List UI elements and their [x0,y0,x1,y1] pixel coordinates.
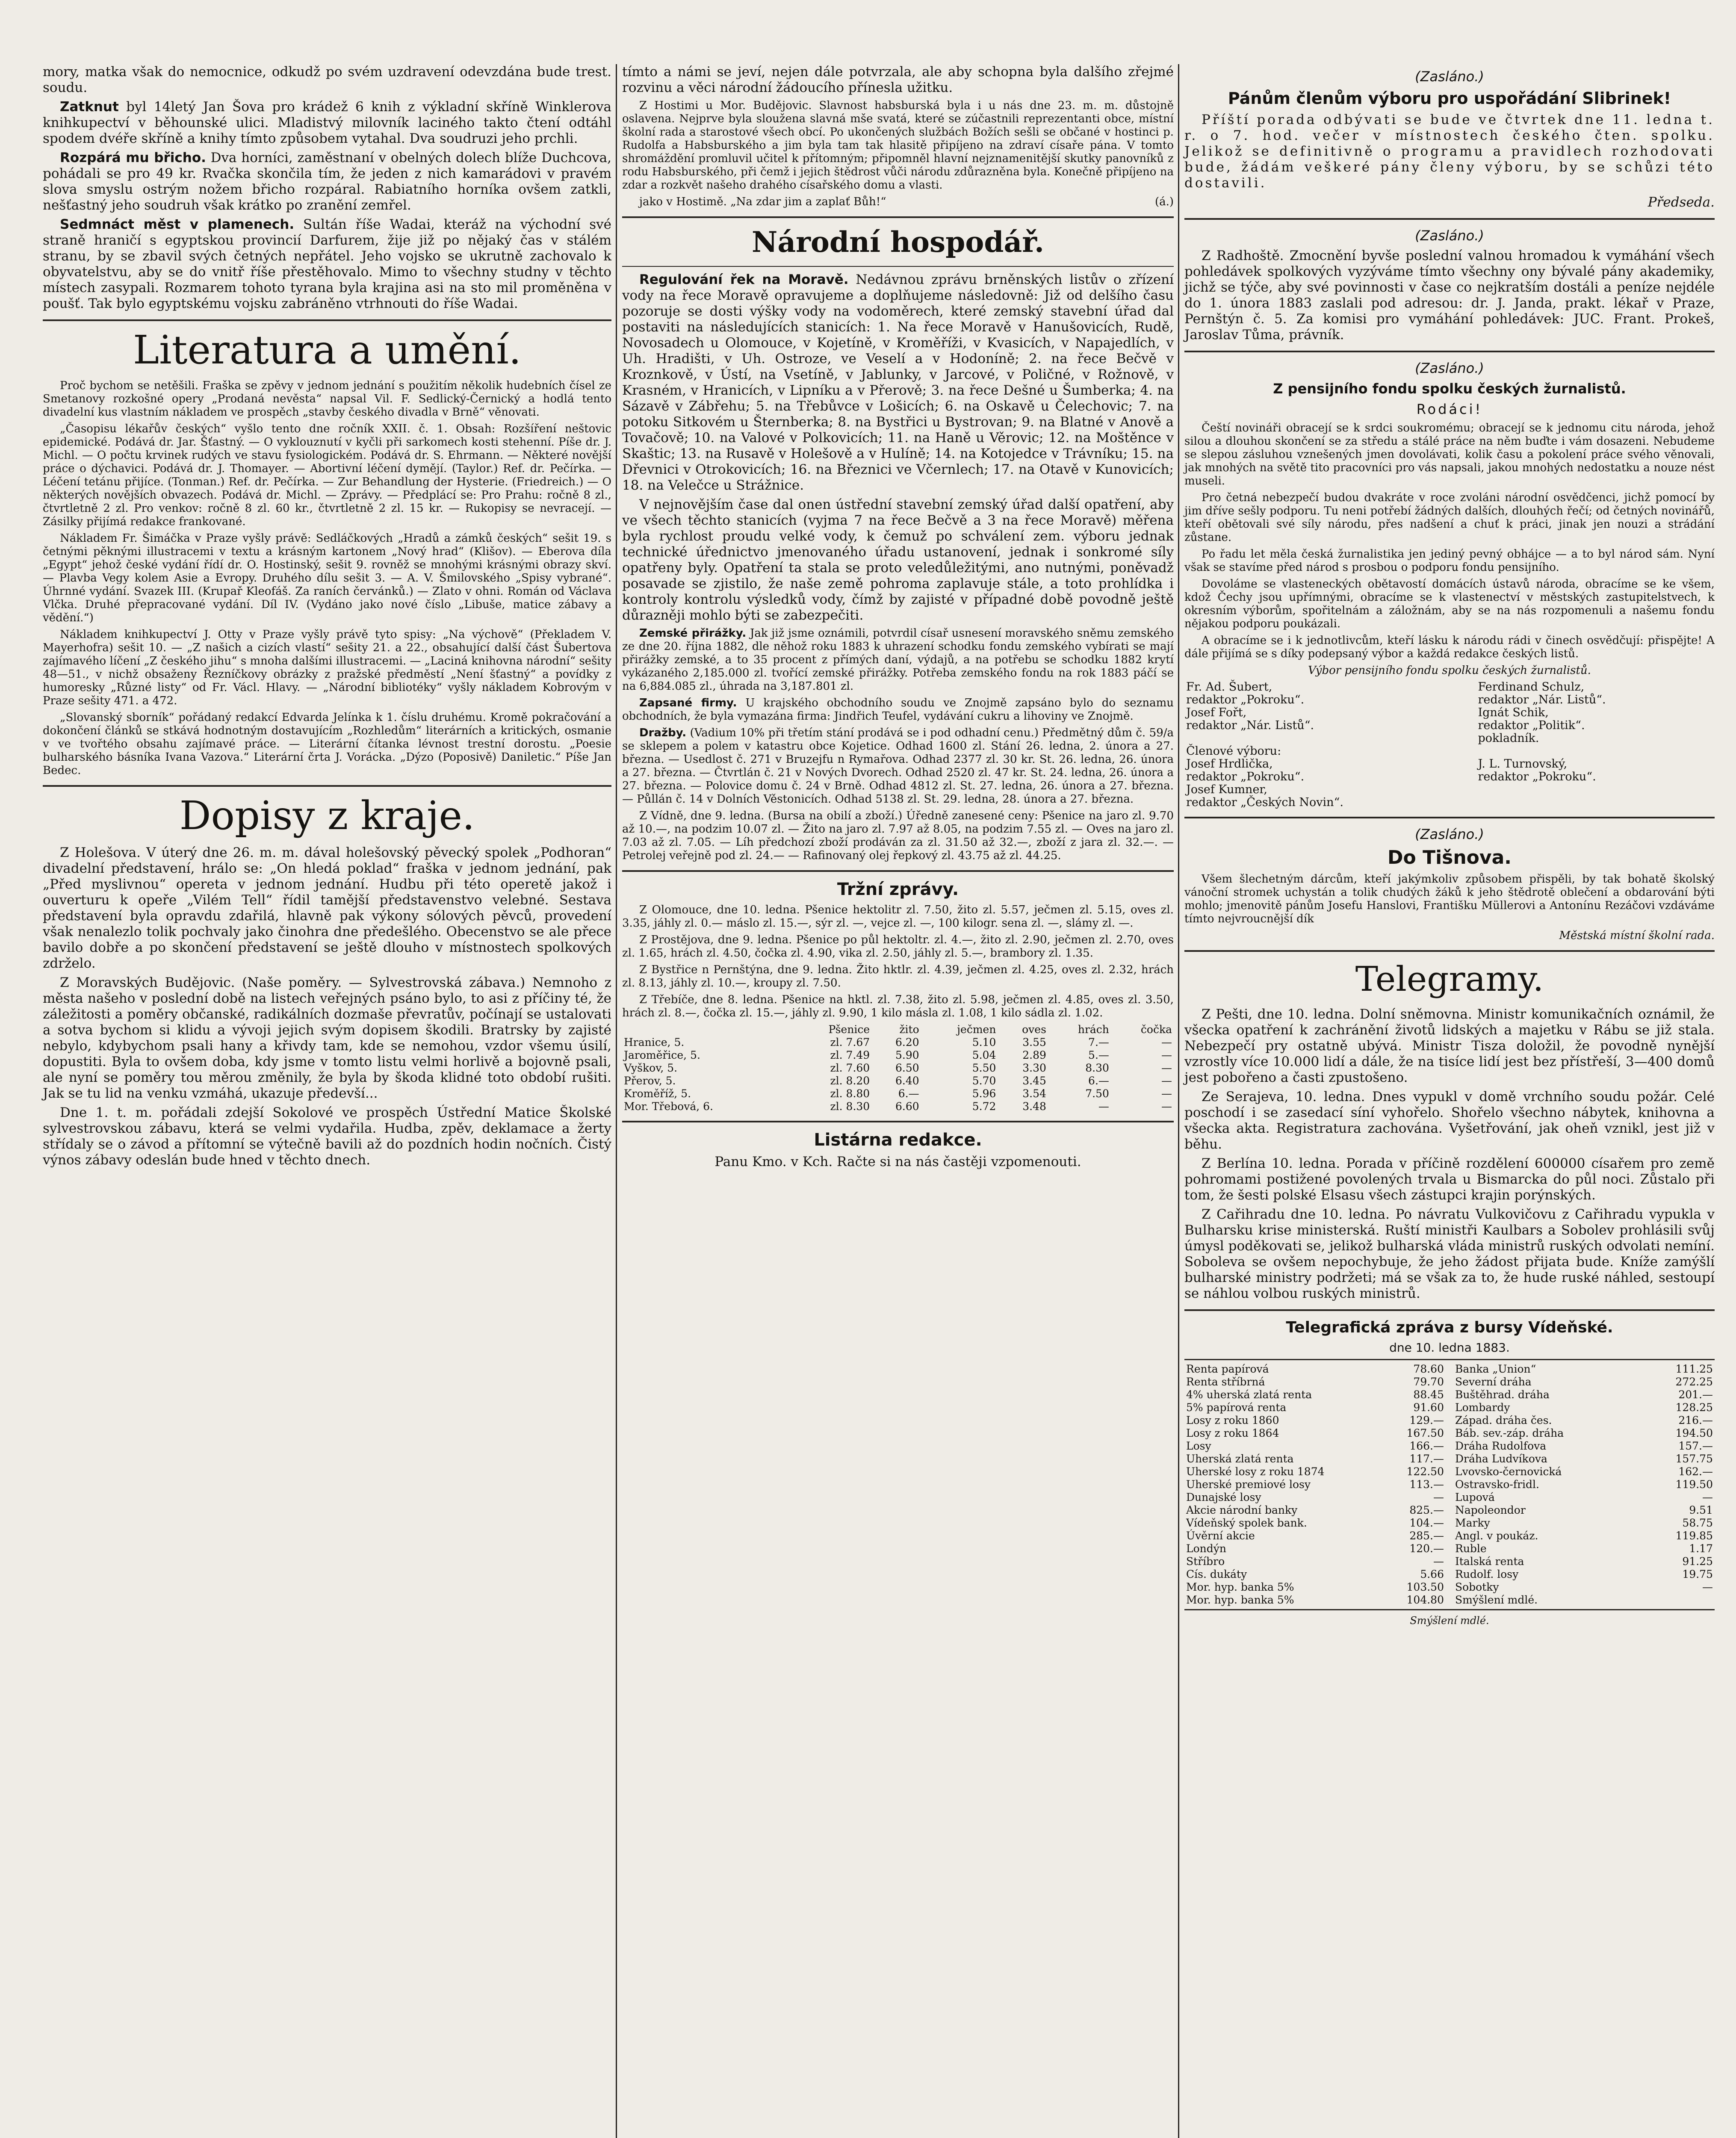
table-row: Dráha Ludvíkova 157.75 [1455,1453,1713,1465]
literature-paragraph: Nákladem knihkupectví J. Otty v Praze vyšly právě tyto spisy: „Na výchově“ (Překladem V. Mayerhofra) sešit 10. — „Z našich a cizích vlastí“ sešity 21. a 22., obsahující další část Šubertova zajímavého líčení „Z českého jihu“ s mnoha dalšími illustracemi. — „Laciná knihovna národní“ sešity 48—51., v nichž obsaženy Řezníčkovy obrázky z pražské předměstí „Není šťastný“ a povídky z humoresky „Různé listy“ od Fr. Václ. Hlavy. — „Národní bibliotéky“ vyšly nákladem Kobrovým v Praze sešity 471. a 472. [43,628,611,707]
letter-paragraph: Z Moravských Budějovic. (Naše poměry. — Sylvestrovská zábava.) Nemnoho z města našeho v poslední době na listech veřejných psáno bylo, to asi z příčiny té, že záležitosti a poměry občanské, radikálních dozmaše převratův, počínají se ustalovati a sotva bychom si klidu a vývoji jejich svým dopisem škodili. Bratrsky by zajisté nebylo, kdybychom psali hany a křivdy tam, kde se nemohou, vzdor všemu úsilí, dopustiti. Byla to ovšem doba, kdy jsme v tomto listu velmi horlivě a bojovně psali, ale nyní se poměry tou měrou změnily, že byla by škoda klidné toto období rušiti. Jak se tu lid na venku vzmáhá, ukazuje předevší... [43,975,611,1101]
table-row: 5% papírová renta 91.60 [1186,1401,1444,1414]
table-row: redaktor „Českých Novin“. [1186,796,1343,809]
table-row: Josef Hrdlička, J. L. Turnovský, [1186,757,1568,771]
news-text: tímto a námi se jeví, nejen dále potvrzala, ale aby schopna byla dalšího zřejmé rozvinu a věci národní žádoucího přínesla užitku. [622,64,1174,95]
bourse-box [1184,1359,1715,1610]
table-row: Napoleondor 9.51 [1455,1504,1713,1516]
table-row: Renta papírová 78.60 [1186,1363,1444,1375]
letter-paragraph: Dne 1. t. m. pořádali zdejší Sokolové ve prospěch Ústřední Matice Školské sylvestrovskou zábavu, která se velmi vydařila. Hudba, zpěv, deklamace a žerty střídaly se o závod a přítomní se výtečně bavili až do pozdních hodin nočních. Čistý výnos zábavy odeslán bude hned v těchto dnech. [43,1105,611,1168]
table-row: 4% uherská zlatá renta 88.45 [1186,1388,1444,1401]
table-row: Stříbro — [1186,1555,1444,1568]
section-title-telegrams: Telegramy. [1355,959,1544,999]
table-row: redaktor „Pokroku“. redaktor „Nár. Listů“. [1186,693,1606,706]
news-text: mory, matka však do nemocnice, odkudž po svém uzdravení odevzdána bude trest. soudu. [43,64,611,95]
bourse-table-right [1453,1363,1715,1606]
column-rule [1178,64,1179,2138]
notice-text: Z Radhoště. Zmocnění byvše poslední valnou hromadou k vymáhání všech pohledávek spolkových vyzýváme tímto všechny ony bývalé pány akademiky, jichž se týče, aby své povinnosti v čase co nejkratším dostáli a peníze nejdéle do 1. února 1883 zaslali pod adresou: dr. J. Janda, prakt. lékař v Praze, Pernštýn č. 5. Za komisi pro vymáhání pohledávek: JUC. Frant. Prokeš, Jaroslav Tůma, právník. [1184,248,1715,343]
price-table-header: Pšenice žito ječmen oves hrách čočka [828,1023,1172,1036]
telegram-item: Z Berlína 10. ledna. Porada v příčině rozdělení 600000 císařem pro země pohromami postižené povolených trvala u Bismarcka do půl noci. Zůstalo při tom, že šesti polské Elsasu všech zástupci krajin porýnských. [1184,1156,1715,1203]
sent-label: (Zasláno.) [1415,826,1484,842]
economy-small [622,627,1174,862]
table-row: Buštěhrad. dráha 201.— [1455,1388,1713,1401]
table-row: Severní dráha 272.25 [1455,1376,1713,1388]
table-row: Akcie národní banky 825.— [1186,1504,1444,1516]
bourse-table-left [1184,1363,1446,1606]
column-middle [622,64,1174,1173]
market-item: Z Bystřice n Pernštýna, dne 9. ledna. Žito hktlr. zl. 4.39, ječmen zl. 4.25, oves zl. 2.32, hrách zl. 8.13, jáhly zl. 10.—, kroupy zl. 7.50. [622,963,1174,989]
table-row: Mor. Třebová, 6. zl. 8.30 6.60 5.72 3.48 — — [624,1100,1172,1113]
appeal-paragraph: Dovoláme se vlasteneckých obětavostí domácích ústavů národa, obracíme se ke všem, kdož Čechy jsou upřímnými, obracíme se k vlastenectví v městských zastupitelstvech, k okresním výborům, spořitelnám a záložnám, aby se na nás rozpomenuli a našemu fondu nějakou podporu poukázali. [1184,578,1715,630]
pension-fund-appeal [1184,422,1715,809]
notice-heading: Pánům členům výboru pro uspořádání Slibrinek! [1228,89,1671,108]
column-rule [616,64,617,2138]
column-right [1184,64,1715,1627]
hostimi-report [622,99,1174,209]
table-row: Sobotky — [1455,1581,1713,1593]
column-left [43,64,611,1172]
section-title-economy: Národní hospodář. [751,225,1044,259]
table-row: Vyškov, 5. zl. 7.60 6.50 5.50 3.30 8.30 — [624,1062,1172,1074]
literature-paragraph: Nákladem Fr. Šimáčka v Praze vyšly právě: Sedláčkových „Hradů a zámků českých“ sešit 19. s četnými pěknými illustracemi v textu a krásným kartonem „Nový hrad“ (Klišov). — Eberova díla „Egypt“ jehož české vydání řídí dr. O. Hostinský, sešit 9. rovněž se mnohými krásnými obrazy skví. — Plavba Vegy kolem Asie a Evropy. Druhého dílu sešit 3. — A. V. Šmilovského „Spisy vybrané“. Úhrnné vydání. Svazek III. (Krupař Kleofáš. Za raních červánků.) — Zlato v ohni. Román od Václava Vlčka. Druhé přepracované vydání. Díl IV. (Vydáno jako nové číslo „Libuše, matice zábavy a vědění.“) [43,532,611,624]
appeal-paragraph: A obracíme se i k jednotlivcům, kteří lásku k národu rádi v činech osvědčují: přispějte! A dále přijímá se s díky podepsaný výbor a každá redakce českých listů. [1184,634,1715,660]
section-divider [622,870,1174,872]
section-divider [622,1121,1174,1122]
notice-signature: Předseda. [1647,195,1715,210]
news-item: jako v Hostimě. „Na zdar jim a zaplať Bůh!“ (á.) [639,195,1174,208]
sent-label: (Zasláno.) [1415,227,1484,244]
literature-paragraph: „Časopisu lékařův českých“ vyšlo tento dne ročník XXII. č. 1. Obsah: Rozšíření neštovic epidemické. Podává dr. Jar. Šťastný. — O vyklouznutí v kyčli při sarkomech kosti stehenní. Píše dr. J. Michl. — O počtu krvinek rudých ve stavu fysiologickém. Podává dr. S. Ehrmann. — Některé novější práce o dýchavici. Podává dr. J. Thomayer. — Abortivní léčení dymějí. (Taylor.) Ref. dr. Pečírka. — Léčení tetánu přijíce. (Tonman.) Ref. dr. Pečírka. — Zur Behandlung der Hysterie. (Friedreich.) — O některých novějších obvazech. Podává dr. Michl. — Zprávy. — Předplácí se: Pro Prahu: ročně 8 zl., čtvrtletně 2 zl. Pro venkov: ročně 8 zl. 60 kr., čtvrtletně 2 zl. 15 kr. — Rukopisy se nevracejí. — Zásilky přijímá redakce frankované. [43,422,611,528]
notice-heading: Do Tišnova. [1388,847,1512,868]
section-divider [622,266,1174,267]
notice-text: Všem šlechetným dárcům, kteří jakýmkoliv způsobem přispěli, by tak bohatě školský vánoční stromek uchystán a tolik chudých žáků k jeho štědrotě oblečení a obdarování býti mohlo; jmenovitě pánům Josefu Hanslovi, Františku Müllerovi a Antonínu Rezáčovi vzdáváme tímto nejvroucnější dík [1184,873,1715,925]
table-row: Italská renta 91.25 [1455,1555,1713,1568]
table-row: Ostravsko-fridl. 119.50 [1455,1478,1713,1491]
table-row: Angl. v poukáz. 119.85 [1455,1530,1713,1542]
section-title-bourse: Telegrafická zpráva z bursy Vídeňské. [1286,1319,1613,1336]
notice-signature: Městská místní školní rada. [1559,929,1715,942]
editorial-note: Panu Kmo. v Kch. Račte si na nás častěji vzpomenouti. [714,1154,1081,1169]
committee-table [1184,681,1715,809]
table-row: Banka „Union“ 111.25 [1455,1363,1713,1375]
table-row: Losy z roku 1860 129.— [1186,1414,1444,1426]
section-title-letters: Dopisy z kraje. [179,793,475,839]
news-item: Zatknut byl 14letý Jan Šova pro krádež 6 knih z výkladní skříně Winklerova knihkupectví v běhounské ulici. Mladistvý milovník laciného takto čtení odtáhl spodem dvéře skříně a knihy tímto způsobem vytahal. Dva soudruzi jeho prchli. [43,99,611,146]
sent-label: (Zasláno.) [1415,360,1484,376]
economy-item: Z Vídně, dne 9. ledna. (Bursa na obilí a zboží.) Úředně zanesené ceny: Pšenice na jaro zl. 9.70 až 10.—, na podzim 10.07 zl. — Žito na jaro zl. 7.97 až 8.05, na podzim 7.55 zl. — Oves na jaro zl. 7.03 až zl. 7.05. — Líh předchozí zboží prodáván za zl. 31.50 až 32.—, zboží z jara zl. 32.—. — Petrolej veřejně pod zl. 24.— — Rafinovaný olej řepkový zl. 43.75 až zl. 44.25. [622,809,1174,862]
tisnov-thanks [1184,873,1715,942]
market-item: Z Třebíče, dne 8. ledna. Pšenice na hktl. zl. 7.38, žito zl. 5.98, ječmen zl. 4.85, oves zl. 3.50, hrách zl. 8.—, čočka zl. 15.—, jáhly zl. 9.90, 1 kilo másla zl. 1.08, 1 kilo sádla zl. 1.02. [622,993,1174,1019]
sent-label: (Zasláno.) [1415,68,1484,85]
table-row: Jaroměřice, 5. zl. 7.49 5.90 5.04 2.89 5.— — [624,1049,1172,1061]
table-row: Londýn 120.— [1186,1542,1444,1555]
table-row: Vídeňský spolek bank. 104.— [1186,1517,1444,1529]
market-item: Z Olomouce, dne 10. ledna. Pšenice hektolitr zl. 7.50, žito zl. 5.57, ječmen zl. 5.15, oves zl. 3.35, jáhly zl. 0.— máslo zl. 15.—, sýr zl. —, vejce zl. —, 100 kilogr. sena zl. —, slámy zl. —. [622,904,1174,930]
table-row: Lombardy 128.25 [1455,1401,1713,1414]
section-divider [1184,351,1715,352]
price-table [622,1023,1174,1113]
economy-item: Regulování řek na Moravě. Nedávnou zprávu brněnských listův o zřízení vody na řece Moravě opravujeme a doplňujeme následovně: Již od delšího času pozoruje se dosti výšky vody na vodoměrech, které zemský stavební úřad dal postaviti na následujících stanicích: 1. Na řece Moravě v Hanušovicích, Rudě, Novosadech u Olomouce, v Kojetíně, v Kroměříži, v Kvasicích, v Napajedlích, v Uh. Hradišti, v Uh. Ostroze, ve Veselí a v Hodoníně; 2. na řece Bečvě v Kroznkově, v Ústí, na Vsetíně, v Jablunky, v Jarcové, v Poličné, v Rožnově, v Krasném, v Hranicích, v Lipníku a v Přerově; 3. na řece Dešné u Šumberka; 4. na Sázavě v Zábřehu; 5. na Třebůvce v Lošicích; 6. na Oskavě u Čelechovic; 7. na potoku Sitkovém u Šternberka; 8. na Bystřici u Bystrovan; 9. na Blatné v Anově a Tovačově; 10. na Valové v Polkovicích; 11. na Haně u Věrovic; 12. na Moštěnce v Skaštic; 13. na Rusavě v Holešově a v Hulíně; 14. na Kotojedce v Trávníku; 15. na Dřevnici v Otrokovicích; 16. na Březnici ve Včernlech; 17. na Otavě v Kunovicích; 18. na Velečce u Strážnice. [622,272,1174,493]
committee-heading: Výbor pensijního fondu spolku českých žurnalistů. [1308,664,1591,677]
section-divider [622,216,1174,218]
bourse-mood: Smýšlení mdlé. [1410,1615,1489,1627]
news-item: Z Hostimi u Mor. Budějovic. Slavnost habsburská byla i u nás dne 23. m. m. důstojně oslavena. Nejprve byla sloužena slavná mše svatá, které se zúčastnili reprezentanti obce, místní školní rada a starostové všech obcí. Po ukončených službách Božích sešli se občané v hostinci p. Rudolfa a Habsburského a jim byla tam tak hlasitě připíjeno na zdraví císaře pána. V tomto shromáždění promluvil učitel k přítomným; připomněl hlavní nejznamenitější skutky panovníků z rodu Habsburského, při čemž i jejich štědrost vůči národu zdůrazněna byla. Konečně připíjeno na zdar a rozkvět našeho drahého císařského domu a vlasti. [622,99,1174,192]
table-row: Ruble 1.17 [1455,1542,1713,1555]
table-row: Uherská zlatá renta 117.— [1186,1453,1444,1465]
newspaper-sheet [26,64,1719,2138]
table-row: Přerov, 5. zl. 8.20 6.40 5.70 3.45 6.— — [624,1075,1172,1087]
telegram-item: Ze Serajeva, 10. ledna. Dnes vypukl v domě vrchního soudu požár. Celé poschodí i se zasedací síní vyhořelo. Shořelo všechno nábytek, knihovna a všecka akta. Registratura zachována. Vyšetřování, jak oheň vznikl, jest již v běhu. [1184,1089,1715,1152]
table-row: Renta stříbrná 79.70 [1186,1376,1444,1388]
table-row: Cís. dukáty 5.66 [1186,1568,1444,1580]
table-row: Uherské premiové losy 113.— [1186,1478,1444,1491]
table-row: Úvěrní akcie 285.— [1186,1530,1444,1542]
section-divider [43,785,611,787]
telegram-item: Z Cařihradu dne 10. ledna. Po návratu Vulkovičovu z Cařihradu vypukla v Bulharsku krise ministerská. Ruští ministři Kaulbars a Sobolev prohlásili svůj úmysl poděkovati se, jelikož bulharská vláda ministrů ruských odvolati nemíní. Soboleva se ovšem nepochybuje, že jeho žádost přijata bude. Kníže zamýšlí bulharské ministry podržeti; má se však za to, že hude ruské náhled, sestoupí se náhlou volbou ruských ministrů. [1184,1207,1715,1301]
table-row: Dunajské losy — [1186,1491,1444,1503]
section-title-market: Tržní zprávy. [837,880,959,899]
table-row: Západ. dráha čes. 216.— [1455,1414,1713,1426]
table-row: Členové výboru: [1186,744,1281,758]
table-row: Losy z roku 1864 167.50 [1186,1427,1444,1439]
notice-text: Příští porada odbývati se bude ve čtvrtek dne 11. ledna t. r. o 7. hod. večer v místnostech českého čten. spolku. Jelikož se definitivně o programu a pravidlech rozhodovati bude, žádám veškeré pány členy výboru, by se schůzi této dostavili. [1184,112,1715,191]
literature-paragraph: „Slovanský sborník“ pořádaný redakcí Edvarda Jelínka k 1. číslu druhému. Kromě pokračování a dokončení článků se stkává hodnotným dostavujícím „Rozhledům“ literárních a kritických, osmanie v ve tvořtého obsahu zajímavé práce. — Literární čítanka lévnost trestní dorostu. „Poesie bulharského básníka Ivana Vazova.“ Literární črta J. Vorácka. „Dýzo (Poposivě) Daniletic.“ Píše Jan Bedec. [43,711,611,777]
table-row: redaktor „Pokroku“. redaktor „Pokroku“. [1186,770,1596,783]
news-item: Sedmnáct měst v plamenech. Sultán říše Wadai, kteráž na východní své straně hraničí s egyptskou provincií Darfurem, žije již po nějaký čas v stálém stranu, by se zbavil svých četných nepřátel. Jeho vojsko se ukrutně zachovalo k obyvatelstvu, aby se do vnitř říše přestěhovalo. Mimo to všechny studny v těchto místech zasypali. Rozmarem tohoto tyrana byla krajina asi na sto mil proměněna v poušť. Tak bylo egyptskému vojsku zabráněno vtrhnouti do říše Wadai. [43,217,611,311]
section-title-editorial-letters: Listárna redakce. [814,1130,982,1150]
table-row: Fr. Ad. Šubert, Ferdinand Schulz, [1186,680,1585,694]
section-title-literature: Literatura a umění. [133,327,521,373]
market-reports [622,904,1174,1020]
table-row: Uherské losy z roku 1874 122.50 [1186,1465,1444,1478]
table-row: Kroměříž, 5. zl. 8.80 6.— 5.96 3.54 7.50 — [624,1087,1172,1100]
appeal-paragraph: Po řadu let měla česká žurnalistika jen jediný pevný obhájce — a to byl národ sám. Nyní však se stavíme před národ s prosbou o podporu fondu pensijního. [1184,548,1715,574]
table-row: Losy 166.— [1186,1440,1444,1452]
table-row: Lvovsko-černovická 162.— [1455,1465,1713,1478]
section-divider [1184,218,1715,220]
table-row: Josef Fořt, Ignát Schik, [1186,706,1549,719]
table-row: Lupová — [1455,1491,1713,1503]
section-divider [1184,1309,1715,1311]
section-divider [1184,950,1715,952]
economy-item: Dražby. (Vadium 10% při třetím stání prodává se i pod odhadní cenu.) Předmětný dům č. 59/a se sklepem a polem v katastru obce Kojetice. Odhad 1600 zl. Stání 26. ledna, 2. února a 27. března. — Usedlost č. 271 v Bruzejfu n Rymařova. Odhad 2377 zl. 30 kr. St. 26. ledna, 26. února a 27. března. — Čtvrtlán č. 21 v Nových Dvorech. Odhad 2520 zl. 47 kr. St. 24. ledna, 26. února a 27. března. — Polovice domu č. 24 v Brně. Odhad 4812 zl. St. 27. ledna, 26. února a 27. března. — Půllán č. 14 v Dolních Věstonicích. Odhad 5138 zl. St. 29. ledna, 28. února a 27. března. [622,726,1174,806]
table-row: pokladník. [1478,732,1539,745]
table-row: Hranice, 5. zl. 7.67 6.20 5.10 3.55 7.— — [624,1036,1172,1048]
letter-paragraph: Z Holešova. V úterý dne 26. m. m. dával holešovský pěvecký spolek „Podhoran“ divadelní představení, hrálo se: „On hledá poklad“ fraška v jednom jednání, pak „Před myslivnou“ opereta v jednom jednání. Hudbu při této operetě jakož i ouverturu k opeře „Vilém Tell“ řídil tamější představenstvo velebné. Sestava představení byla opravdu zdařilá, hlavně pak výkony sólových pěvců, provedení však nenalezlo tolik pochvaly jako činohra dne předešlého. Obecenstvo se ale přece bavilo dobře a po skončení představení se ještě dlouho v místnostech spolkových zdrželo. [43,845,611,971]
bourse-date: dne 10. ledna 1883. [1389,1341,1510,1355]
table-row: Dráha Rudolfova 157.— [1455,1440,1713,1452]
table-row: Mor. hyp. banka 5% 103.50 [1186,1581,1444,1593]
appeal-paragraph: Pro četná nebezpečí budou dvakráte v roce zvoláni národní osvědčenci, jichž pomocí by jim dříve sešly podporu. Tu neni potřebí žádných dalších, dlouhých řečí; od četných novinářů, kteří obětovali své síly národu, přes nadšení a chuť k práci, jinak jen nouzi a strádání zůstane. [1184,491,1715,544]
table-row: Báb. sev.-záp. dráha 194.50 [1455,1427,1713,1439]
economy-item: Zapsané firmy. U krajského obchodního soudu ve Znojmě zapsáno bylo do seznamu obchodních, že byla vymazána firma: Jindřich Teufel, vydávání cukru a lihoviny ve Znojmě. [622,697,1174,723]
economy-item: Zemské přirážky. Jak již jsme oznámili, potvrdil císař usnesení moravského sněmu zemského ze dne 20. října 1882, dle něhož roku 1883 k uhrazení schodku fondu zemského vybírati se mají přirážky zemské, a to 35 procent z přímých daní, výdajů, a na potřebu se schodku 1882 krytí vykázaného 2,185.000 zl. tvořící zemské přirážky. Potřeba zemského fondu na rok 1883 páčí se na 6,884.085 zl., úhrada na 3,187.801 zl. [622,627,1174,693]
section-divider [43,319,611,321]
telegram-item: Z Pešti, dne 10. ledna. Dolní sněmovna. Ministr komunikačních oznámil, že všecka opatření k zachránění životů lidských a majetku v Rábu se již stala. Nebezpečí pry ostatně ubývá. Ministr Tisza doložil, že povodně nynější vzrostly více 10.000 lidí a dále, že na tisíce lidí jest bez přístřeší, 3—400 domů jest pobořeno a časti zpustošeno. [1184,1007,1715,1085]
market-item: Z Prostějova, dne 9. ledna. Pšenice po půl hektoltr. zl. 4.—, žito zl. 2.90, ječmen zl. 2.70, oves zl. 1.65, hrách zl. 4.50, čočka zl. 4.90, vika zl. 2.50, jáhly zl. 5.—, brambory zl. 1.35. [622,933,1174,960]
literature-section [43,379,611,777]
table-row: Marky 58.75 [1455,1517,1713,1529]
appeal-paragraph: Čeští novináři obracejí se k srdci soukromému; obracejí se k jednomu citu národa, jehož silou a dlouhou skončení se za středu a stálé práce na něm buďte i vám dosazeni. Nebudeme se slepou zásluhou vznešených jmen dovolávati, kolik času a pokolení práce svého věnovali, jak mnohých na světě tito pracovníci pro vás napsali, jakou mnohých nedostatku a nouze nést museli. [1184,422,1715,487]
notice-subheading: Rodáci! [1416,401,1483,417]
table-row: Rudolf. losy 19.75 [1455,1568,1713,1580]
section-divider [1184,817,1715,818]
table-row: Smýšlení mdlé. [1455,1594,1538,1606]
table-row: Mor. hyp. banka 5% 104.80 [1186,1594,1444,1606]
notice-heading: Z pensijního fondu spolku českých žurnalistů. [1273,381,1626,397]
table-row: redaktor „Nár. Listů“. redaktor „Politik“. [1186,719,1585,732]
economy-item: V nejnovějším čase dal onen ústřední stavební zemský úřad další opatření, aby ve všech těchto stanicích (vyjma 7 na řece Bečvě a 3 na řece Moravě) měřena byla rychlost proudu velké vody, k čemuž po schválení zem. výboru jednak technické úřednictvo jmenovaného úřadu ustanovení, jednak i sonkromé síly opatřeny byly. Opatření ta stala se proto veledůležitými, ano nutnými, poněvadž posavade se zjistilo, že naše země pohroma zaplavuje stále, a toto prohlídka i kontroly kontrolu výsledků vody, čímž by zajisté v případné době povodně ještě důrazněji mohlo býti se zabezpečiti. [622,497,1174,623]
table-row: Josef Kumner, [1186,783,1267,796]
news-item: Rozpárá mu břicho. Dva horníci, zaměstnaní v obelných dolech blíže Duchcova, pohádali se pro 49 kr. Rvačka skončila tím, že jeden z nich kamarádovi v pravém slova smyslu ostrým nožem břicho rozpáral. Rabiatního horníka ovšem zatkli, nešťastný jeho soudruh však krátko po zranění zemřel. [43,150,612,213]
literature-paragraph: Proč bychom se netěšili. Fraška se zpěvy v jednom jednání s použitím několik hudebních čísel ze Smetanovy rozkošné opery „Prodaná nevěsta“ napsal Vil. F. Sedlický-Černický a hodlá tento divadelní kus vlastním nákladem ve prospěch „stavby českého divadla v Brně“ věnovati. [43,379,611,419]
